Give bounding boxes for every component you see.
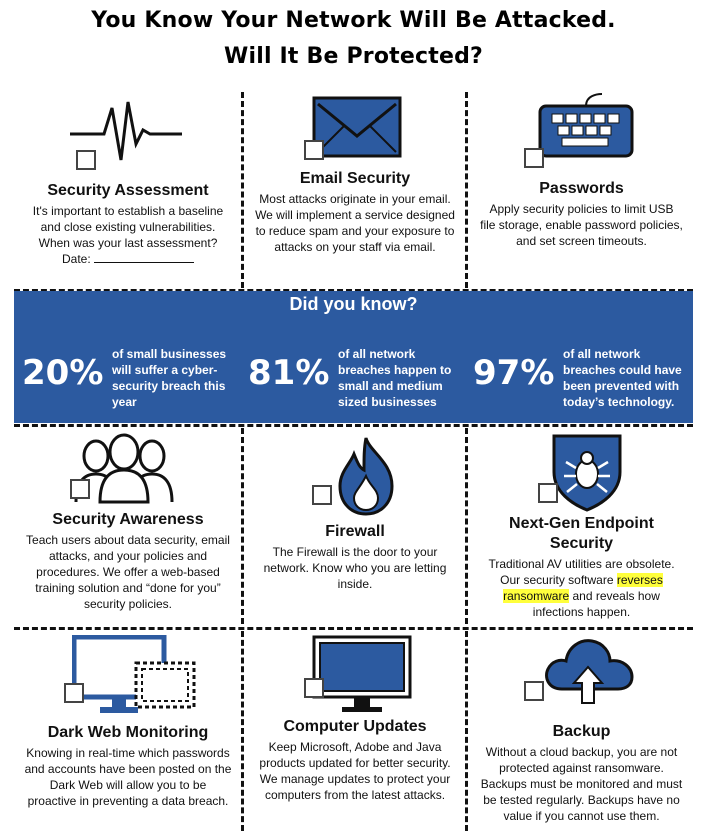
- computer-updates-checkbox[interactable]: [304, 678, 324, 698]
- date-label: Date:: [61, 252, 91, 266]
- endpoint-title: Next-Gen Endpoint Security: [509, 515, 654, 552]
- stat-value: 97%: [473, 353, 555, 393]
- stat-text: of small businesses will suffer a cyber- security breach this year: [112, 347, 227, 409]
- cloud-upload-icon: [540, 633, 636, 709]
- divider: [14, 424, 693, 427]
- endpoint-text: Traditional AV utilities are obsolete. Our security software reverses ransomware and reveals how infections happen.: [488, 557, 675, 619]
- email-security-cell: [244, 169, 466, 255]
- firewall-checkbox[interactable]: [312, 485, 332, 505]
- monitor-icon: [72, 635, 200, 719]
- keyboard-icon: [538, 90, 634, 158]
- backup-cell: [470, 722, 693, 824]
- did-you-know-band: [14, 291, 693, 423]
- endpoint-checkbox[interactable]: [538, 483, 558, 503]
- backup-checkbox[interactable]: [524, 681, 544, 701]
- dark-web-cell: [14, 723, 242, 809]
- did-you-know-title: Did you know?: [289, 294, 418, 314]
- firewall-cell: [244, 522, 466, 592]
- security-awareness-cell: [14, 510, 242, 612]
- dark-web-text: Knowing in real-time which passwords and accounts have been posted on the Dark Web will allow you to be proactive in preventing a data breach.: [24, 746, 232, 808]
- passwords-cell: [470, 179, 693, 249]
- stat-value: 20%: [22, 353, 104, 393]
- security-awareness-text: Teach users about data security, email attacks, and your policies and procedures. We offer a web-based training solution and “done for you” security policies.: [26, 533, 230, 611]
- passwords-title: Passwords: [539, 180, 624, 197]
- firewall-text: The Firewall is the door to your network. Know who you are letting inside.: [263, 545, 447, 591]
- stat-value: 81%: [248, 353, 330, 393]
- highlight: reverses: [616, 573, 663, 587]
- passwords-checkbox[interactable]: [524, 148, 544, 168]
- computer-updates-cell: [244, 717, 466, 803]
- email-security-title: Email Security: [299, 170, 411, 187]
- stat-text: of all network breaches could have been prevented with today’s technology.: [563, 347, 682, 409]
- security-assessment-title: Security Assessment: [47, 182, 209, 199]
- passwords-text: Apply security policies to limit USB file storage, enable password policies, and set screen timeouts.: [480, 202, 683, 248]
- backup-title: Backup: [552, 723, 611, 740]
- page-title-line2: Will It Be Protected?: [224, 44, 483, 69]
- endpoint-cell: [470, 514, 693, 620]
- flame-icon: [330, 434, 402, 516]
- email-security-checkbox[interactable]: [304, 140, 324, 160]
- firewall-title: Firewall: [325, 523, 385, 540]
- bug-shield-icon: [550, 430, 624, 512]
- security-assessment-cell: [14, 181, 242, 267]
- stat-text: of all network breaches happen to small and medium sized businesses: [338, 347, 452, 409]
- page-title-line1: You Know Your Network Will Be Attacked.: [91, 8, 616, 33]
- security-awareness-title: Security Awareness: [52, 511, 204, 528]
- security-assessment-text: It's important to establish a baseline and close existing vulnerabilities. When was your last assessment? Date:: [32, 204, 224, 266]
- security-assessment-checkbox[interactable]: [76, 150, 96, 170]
- divider: [14, 627, 693, 630]
- computer-updates-text: Keep Microsoft, Adobe and Java products updated for better security. We manage updates to protect your computers from the latest attacks.: [259, 740, 451, 802]
- date-field[interactable]: [94, 251, 194, 263]
- envelope-icon: [312, 96, 402, 158]
- monitor-icon: [312, 635, 412, 715]
- email-security-text: Most attacks originate in your email. We will implement a service designed to reduce spam and your exposure to attacks on your staff via email.: [255, 192, 455, 254]
- computer-updates-title: Computer Updates: [283, 718, 427, 735]
- backup-text: Without a cloud backup, you are not protected against ransomware. Backups must be monitored and must be tested regularly. Backups have no value if you cannot use them.: [480, 745, 683, 823]
- highlight: ransomware: [503, 589, 570, 603]
- dark-web-title: Dark Web Monitoring: [47, 724, 209, 741]
- dark-web-checkbox[interactable]: [64, 683, 84, 703]
- security-awareness-checkbox[interactable]: [70, 479, 90, 499]
